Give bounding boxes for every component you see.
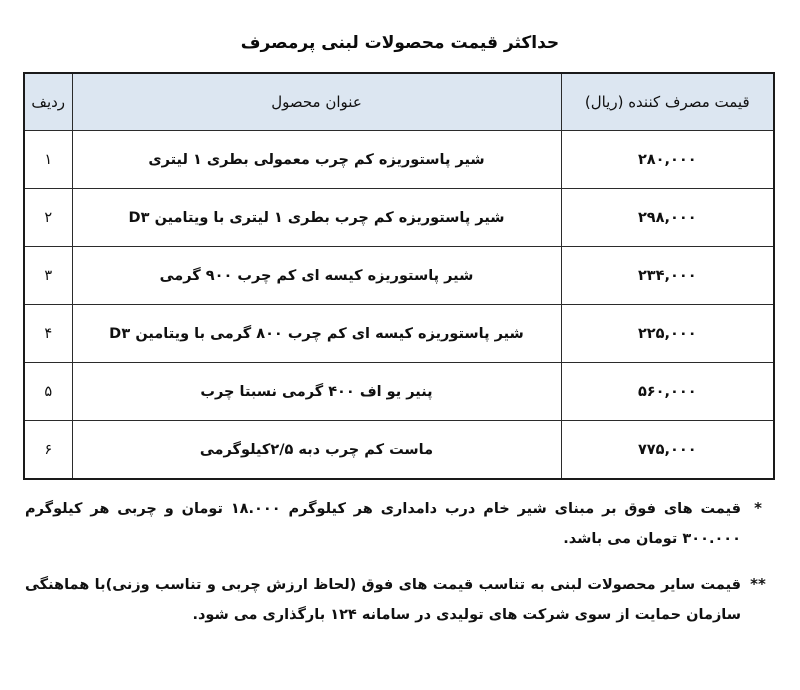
footnote-text: قیمت های فوق بر مبنای شیر خام درب دامداری هر کیلوگرم ۱۸.۰۰۰ تومان و چربی هر کیلوگرم ۳۰۰.۰۰۰ تومان می باشد. xyxy=(25,501,741,547)
table-row xyxy=(24,131,774,189)
column-header-radif: ردیف xyxy=(24,73,72,131)
cell-product: شیر پاستوریزه کم چرب معمولی بطری ۱ لیتری xyxy=(72,131,561,189)
table-header xyxy=(24,73,774,131)
cell-price: ۲۳۴,۰۰۰ xyxy=(561,247,774,305)
footnote-item xyxy=(25,570,775,630)
cell-price: ۵۶۰,۰۰۰ xyxy=(561,363,774,421)
footnote-item xyxy=(25,494,775,554)
cell-product: شیر پاستوریزه کیسه ای کم چرب ۹۰۰ گرمی xyxy=(72,247,561,305)
table-header-row xyxy=(24,73,774,131)
table-row xyxy=(24,421,774,480)
footnote-text: قیمت سایر محصولات لبنی به تناسب قیمت های فوق (لحاظ ارزش چربی و تناسب وزنی)با هماهنگی سازمان حمایت از سوی شرکت های تولیدی در سامانه ۱۲۴ بارگذاری می شود. xyxy=(25,577,741,623)
cell-radif: ۴ xyxy=(24,305,72,363)
cell-product: شیر پاستوریزه کیسه ای کم چرب ۸۰۰ گرمی با ویتامین D۳ xyxy=(72,305,561,363)
dairy-price-table xyxy=(23,72,775,480)
cell-price: ۲۲۵,۰۰۰ xyxy=(561,305,774,363)
cell-product: شیر پاستوریزه کم چرب بطری ۱ لیتری با ویتامین D۳ xyxy=(72,189,561,247)
cell-radif: ۶ xyxy=(24,421,72,480)
footnote-marker: ** xyxy=(750,575,766,593)
table-row xyxy=(24,363,774,421)
cell-radif: ۱ xyxy=(24,131,72,189)
cell-radif: ۵ xyxy=(24,363,72,421)
cell-price: ۲۸۰,۰۰۰ xyxy=(561,131,774,189)
footnote-marker: * xyxy=(754,499,762,517)
cell-radif: ۲ xyxy=(24,189,72,247)
table-body xyxy=(24,131,774,480)
price-table-container xyxy=(25,72,775,480)
table-row xyxy=(24,189,774,247)
page-title: حداکثر قیمت محصولات لبنی پرمصرف xyxy=(240,33,560,53)
footnotes-section xyxy=(25,494,775,646)
cell-product: پنیر یو اف ۴۰۰ گرمی نسبتا چرب xyxy=(72,363,561,421)
table-row xyxy=(24,247,774,305)
cell-product: ماست کم چرب دبه ۲/۵کیلوگرمی xyxy=(72,421,561,480)
table-row xyxy=(24,305,774,363)
cell-price: ۷۷۵,۰۰۰ xyxy=(561,421,774,480)
column-header-product: عنوان محصول xyxy=(72,73,561,131)
cell-price: ۲۹۸,۰۰۰ xyxy=(561,189,774,247)
column-header-price: قیمت مصرف کننده (ریال) xyxy=(561,73,774,131)
cell-radif: ۳ xyxy=(24,247,72,305)
